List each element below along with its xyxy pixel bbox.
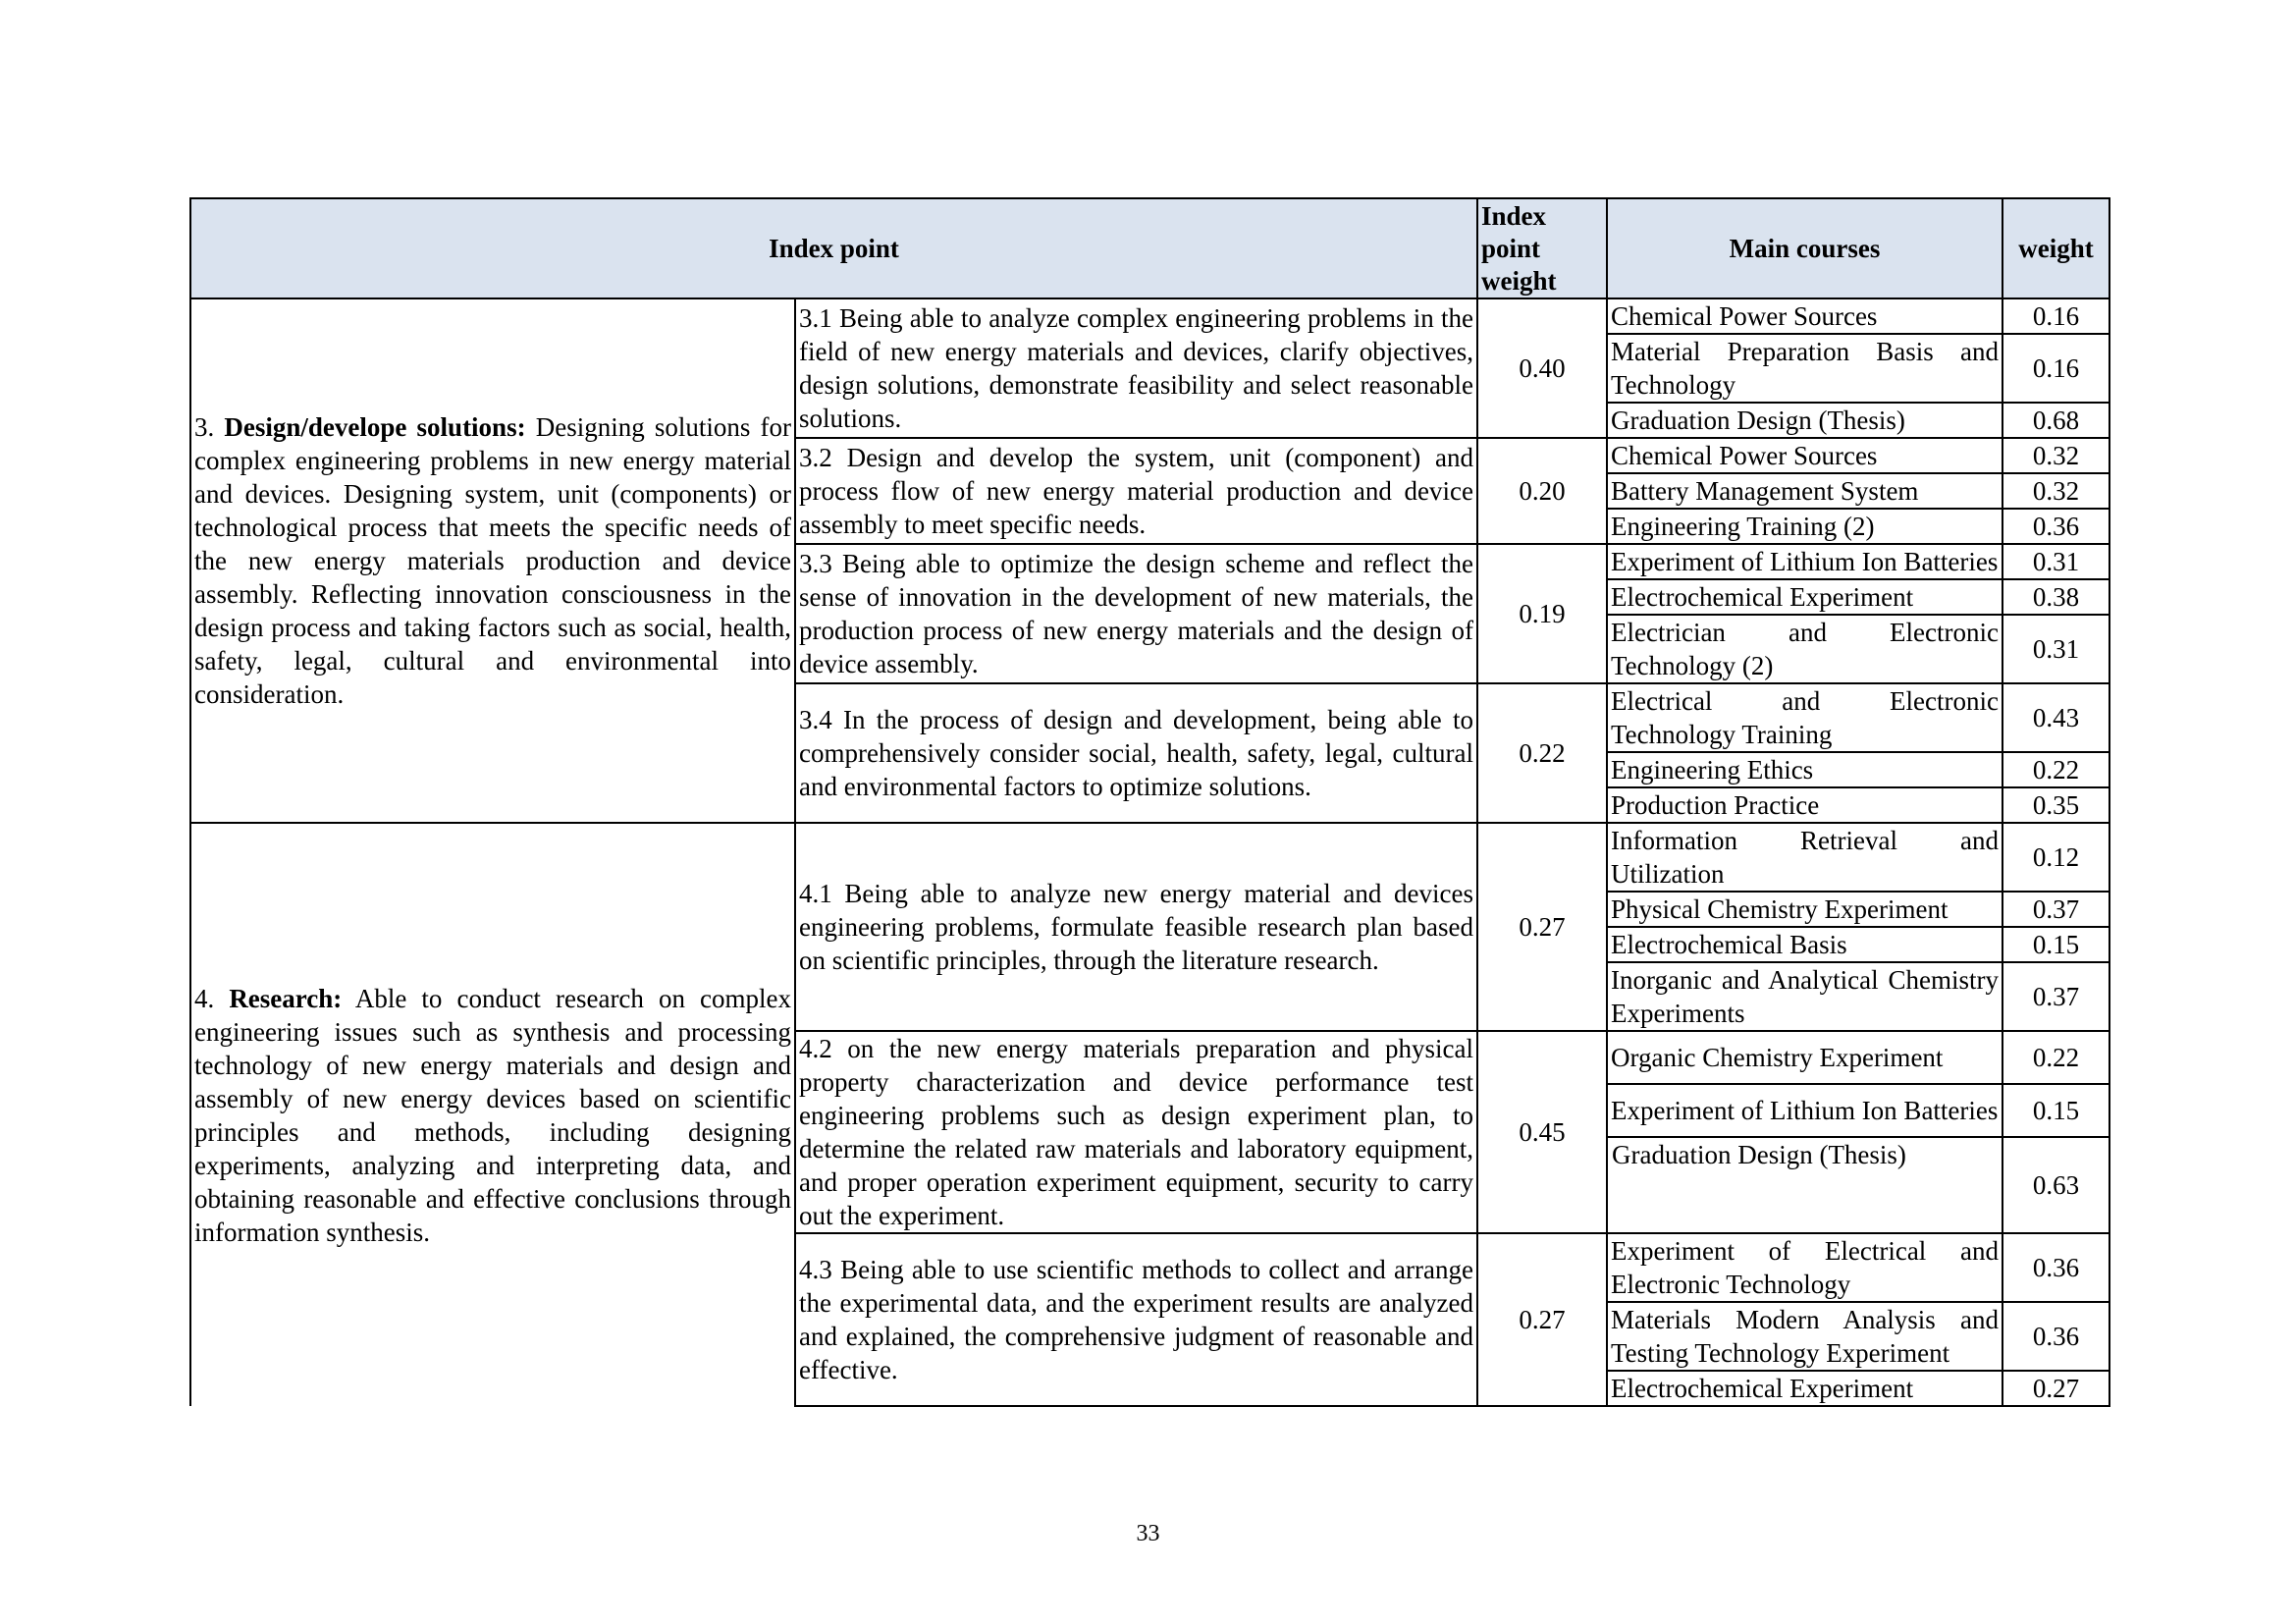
course-name: Experiment of Lithium Ion Batteries — [1607, 1084, 2002, 1137]
course-name: Information Retrieval and Utilization — [1607, 823, 2002, 892]
requirement-cell — [190, 298, 795, 823]
index-point-weight: 0.19 — [1477, 544, 1607, 683]
course-name: Materials Modern Analysis and Testing Technology Experiment — [1607, 1302, 2002, 1371]
table-body — [190, 298, 2109, 1406]
course-name: Material Preparation Basis and Technology — [1607, 334, 2002, 403]
index-point-text: 4.3 Being able to use scientific methods to collect and arrange the experimental data, and the experiment results are analyzed and explained, the comprehensive judgment of reasonable and effective. — [795, 1233, 1477, 1406]
course-weight: 0.16 — [2002, 298, 2109, 334]
course-name: Inorganic and Analytical Chemistry Experiments — [1607, 962, 2002, 1031]
index-point-text: 4.2 on the new energy materials preparation and physical property characterization and device performance test engineering problems such as design experiment plan, to determine the related raw materials and laboratory equipment, and proper operation experiment equipment, security to carry out the experiment. — [795, 1031, 1477, 1233]
course-name: Graduation Design (Thesis) — [1607, 403, 2002, 438]
requirement-description: Designing solutions for complex engineering problems in new energy material and devices. Designing system, unit (components) or technological process that meets the specific needs of the new energy materials production and device assembly. Reflecting innovation consciousness in the design process and taking factors such as social, health, safety, legal, cultural and environmental into consideration. — [194, 412, 792, 709]
table-header-row — [190, 198, 2109, 298]
course-weight: 0.36 — [2002, 1233, 2109, 1302]
index-point-text: 3.2 Design and develop the system, unit (component) and process flow of new energy material production and device assembly to meet specific needs. — [795, 438, 1477, 544]
course-weight: 0.43 — [2002, 683, 2109, 752]
course-name: Battery Management System — [1607, 473, 2002, 509]
course-name: Production Practice — [1607, 787, 2002, 823]
header-index-point-weight: Index point weight — [1477, 198, 1607, 298]
course-weight: 0.35 — [2002, 787, 2109, 823]
index-point-table — [189, 197, 2110, 1407]
course-weight: 0.37 — [2002, 962, 2109, 1031]
course-name: Engineering Training (2) — [1607, 509, 2002, 544]
index-point-weight: 0.27 — [1477, 1233, 1607, 1406]
course-name: Graduation Design (Thesis) — [1607, 1137, 2002, 1233]
page-number: 33 — [1136, 1521, 1160, 1546]
course-name: Electrochemical Experiment — [1607, 579, 2002, 615]
course-name: Experiment of Electrical and Electronic Technology — [1607, 1233, 2002, 1302]
course-name: Experiment of Lithium Ion Batteries — [1607, 544, 2002, 579]
course-weight: 0.68 — [2002, 403, 2109, 438]
course-weight: 0.38 — [2002, 579, 2109, 615]
course-weight: 0.36 — [2002, 509, 2109, 544]
requirement-description: Able to conduct research on complex engineering issues such as synthesis and processing technology of new energy materials and design and assembly of new energy devices based on scientific principles and methods, including designing experiments, analyzing and interpreting data, and obtaining reasonable and effective conclusions through information synthesis. — [194, 983, 792, 1247]
course-weight: 0.32 — [2002, 473, 2109, 509]
course-name: Electrochemical Basis — [1607, 927, 2002, 962]
header-main-courses: Main courses — [1607, 198, 2002, 298]
index-point-text: 3.4 In the process of design and development, being able to comprehensively consider social, health, safety, legal, cultural and environmental factors to optimize solutions. — [795, 683, 1477, 823]
course-weight: 0.22 — [2002, 1031, 2109, 1084]
course-name: Electrical and Electronic Technology Training — [1607, 683, 2002, 752]
course-name: Engineering Ethics — [1607, 752, 2002, 787]
course-name: Physical Chemistry Experiment — [1607, 892, 2002, 927]
course-name: Electrician and Electronic Technology (2) — [1607, 615, 2002, 683]
course-name: Chemical Power Sources — [1607, 298, 2002, 334]
index-point-text: 3.3 Being able to optimize the design scheme and reflect the sense of innovation in the development of new materials, the production process of new energy materials and the design of device assembly. — [795, 544, 1477, 683]
index-point-weight: 0.22 — [1477, 683, 1607, 823]
requirement-cell — [190, 823, 795, 1406]
requirement-title: Design/develope solutions: — [224, 412, 526, 442]
course-weight: 0.36 — [2002, 1302, 2109, 1371]
header-index-point: Index point — [190, 198, 1477, 298]
requirement-number: 4. — [194, 983, 215, 1013]
course-weight: 0.63 — [2002, 1137, 2109, 1233]
course-weight: 0.12 — [2002, 823, 2109, 892]
course-weight: 0.32 — [2002, 438, 2109, 473]
course-weight: 0.22 — [2002, 752, 2109, 787]
index-point-text: 3.1 Being able to analyze complex engineering problems in the field of new energy materials and devices, clarify objectives, design solutions, demonstrate feasibility and select reasonable solutions. — [795, 298, 1477, 438]
index-point-weight: 0.20 — [1477, 438, 1607, 544]
index-point-text: 4.1 Being able to analyze new energy material and devices engineering problems, formulate feasible research plan based on scientific principles, through the literature research. — [795, 823, 1477, 1031]
index-point-weight: 0.40 — [1477, 298, 1607, 438]
table-row — [190, 823, 2109, 892]
course-name: Chemical Power Sources — [1607, 438, 2002, 473]
course-weight: 0.31 — [2002, 615, 2109, 683]
course-weight: 0.27 — [2002, 1371, 2109, 1406]
course-name: Organic Chemistry Experiment — [1607, 1031, 2002, 1084]
index-point-weight: 0.27 — [1477, 823, 1607, 1031]
course-weight: 0.15 — [2002, 1084, 2109, 1137]
requirement-number: 3. — [194, 412, 215, 442]
course-weight: 0.31 — [2002, 544, 2109, 579]
header-weight: weight — [2002, 198, 2109, 298]
index-point-weight: 0.45 — [1477, 1031, 1607, 1233]
table-row — [190, 298, 2109, 334]
course-name: Electrochemical Experiment — [1607, 1371, 2002, 1406]
course-weight: 0.16 — [2002, 334, 2109, 403]
course-weight: 0.37 — [2002, 892, 2109, 927]
course-weight: 0.15 — [2002, 927, 2109, 962]
requirement-title: Research: — [229, 983, 343, 1013]
